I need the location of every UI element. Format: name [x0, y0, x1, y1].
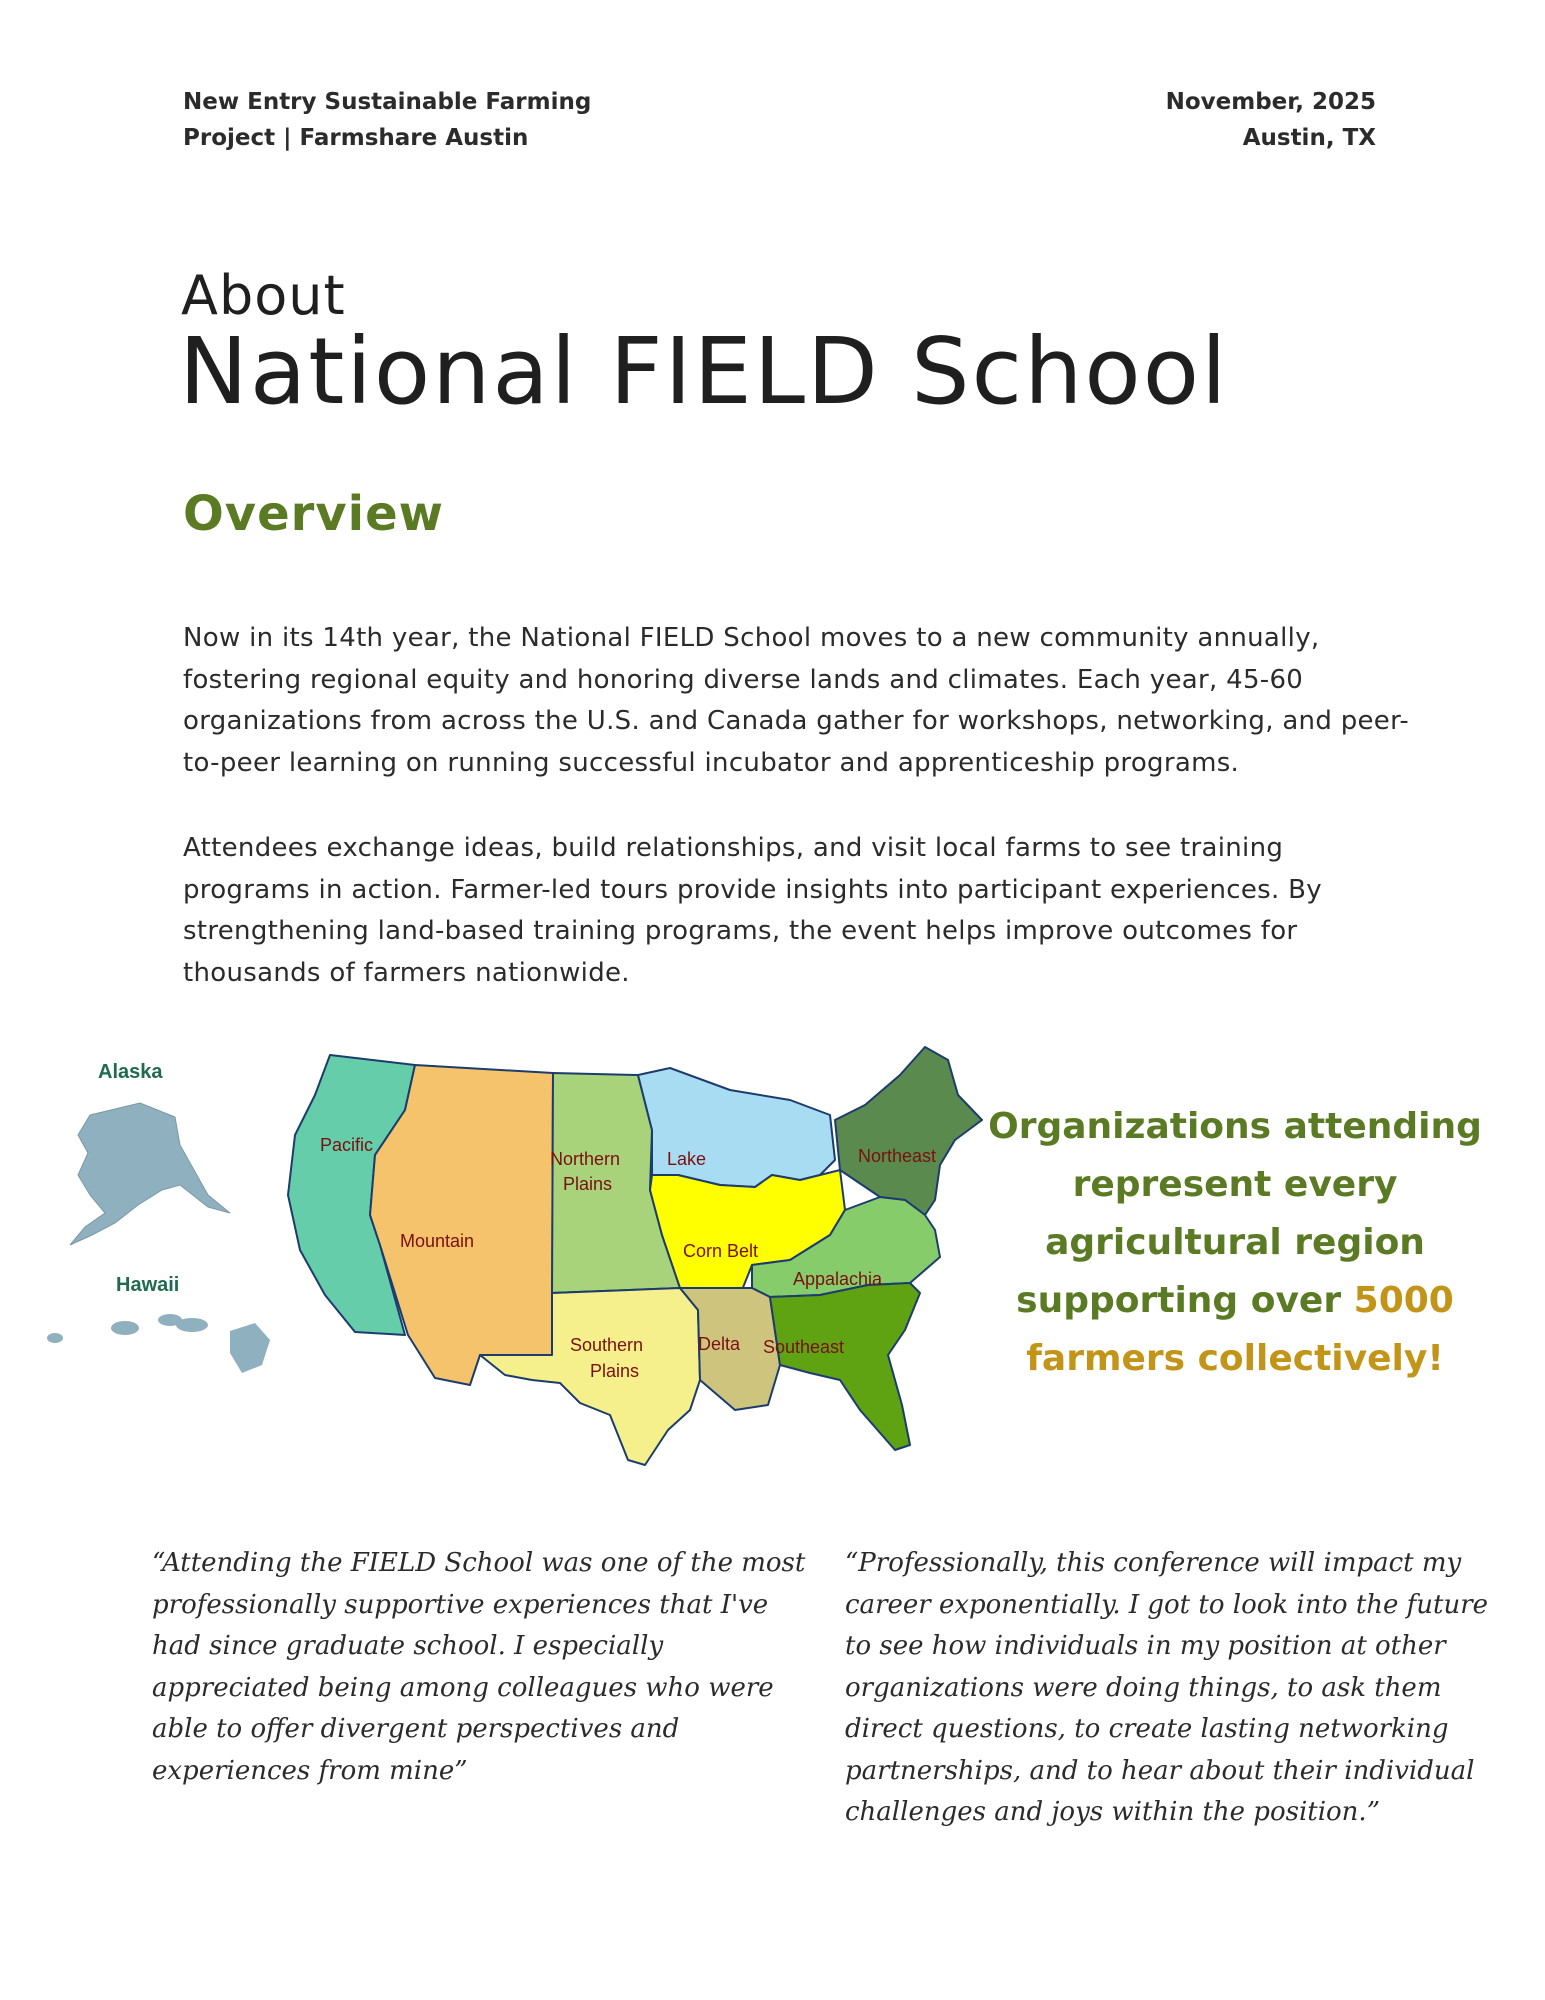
- testimonial-quote-2: “Professionally, this conference will impact my career exponentially. I got to look into the future to see how individuals in my position at other organizations were doing things, to ask them direct questions, to create lasting networking partnerships, and to hear about their individual challenges and joys within the position.”: [845, 1548, 1489, 1827]
- org-line-1: New Entry Sustainable Farming: [183, 89, 592, 115]
- callout-line-1: Organizations attending: [988, 1106, 1482, 1147]
- page-title: National FIELD School: [179, 318, 1229, 425]
- header-date: November, 2025: [1165, 89, 1376, 115]
- region-label-pacific: Pacific: [320, 1135, 374, 1155]
- alaska-shape: [70, 1061, 230, 1245]
- overview-paragraph-2: Attendees exchange ideas, build relationships, and visit local farms to see training programs in action. Farmer-led tours provide insights into participant experiences. By strengthening land-based training programs, the event helps improve outcomes for thousands of farmers nationwide.: [183, 833, 1322, 988]
- region-label-northern: Northern: [550, 1149, 621, 1169]
- overview-paragraph-1: Now in its 14th year, the National FIELD School moves to a new community annually, fostering regional equity and honoring diverse lands and climates. Each year, 45-60 organizations from across the U.S. and Canada gather for workshops, networking, and peer-to-peer learning on running successful incubator and apprenticeship programs.: [183, 623, 1410, 778]
- callout-line-2: represent every: [1072, 1164, 1398, 1205]
- region-label-plains: Plains: [563, 1174, 613, 1194]
- header-organization: [183, 84, 743, 156]
- org-line-2: Project | Farmshare Austin: [183, 125, 529, 151]
- header-date-location: [976, 84, 1376, 156]
- alaska-label: Alaska: [98, 1061, 163, 1083]
- testimonial-quote-1: “Attending the FIELD School was one of the most professionally supportive experiences that I've had since graduate school. I especially appreciated being among colleagues who were able to offer divergent perspectives and experiences from mine”: [152, 1548, 806, 1786]
- region-label-appalachia: Appalachia: [793, 1269, 883, 1289]
- region-label-southern-plains: Plains: [590, 1361, 640, 1381]
- region-label-southeast: Southeast: [763, 1337, 845, 1357]
- callout-line-4-text: supporting over: [1016, 1280, 1342, 1321]
- callout-organizations: [985, 1098, 1485, 1388]
- hawaii-shape: [47, 1274, 270, 1373]
- callout-number: 5000: [1353, 1280, 1454, 1321]
- callout-line-4: [985, 1272, 1485, 1330]
- callout-line-5: farmers collectively!: [1026, 1338, 1444, 1379]
- region-label-mountain: Mountain: [400, 1231, 475, 1251]
- callout-line-3: agricultural region: [1045, 1222, 1425, 1263]
- hawaii-label: Hawaii: [116, 1274, 180, 1296]
- title-about: About: [181, 264, 346, 327]
- region-northeast: [835, 1047, 982, 1215]
- region-southeast: [770, 1283, 920, 1450]
- region-label-lake: Lake: [667, 1149, 707, 1169]
- region-label-corn-belt: Corn Belt: [683, 1241, 759, 1261]
- agricultural-regions-map: [30, 1035, 1010, 1495]
- region-label-southern: Southern: [570, 1335, 644, 1355]
- overview-heading: Overview: [183, 486, 444, 542]
- region-lake: [638, 1068, 835, 1187]
- header-location: Austin, TX: [1242, 125, 1376, 151]
- region-label-delta: Delta: [698, 1334, 741, 1354]
- region-label-northeast: Northeast: [858, 1146, 937, 1166]
